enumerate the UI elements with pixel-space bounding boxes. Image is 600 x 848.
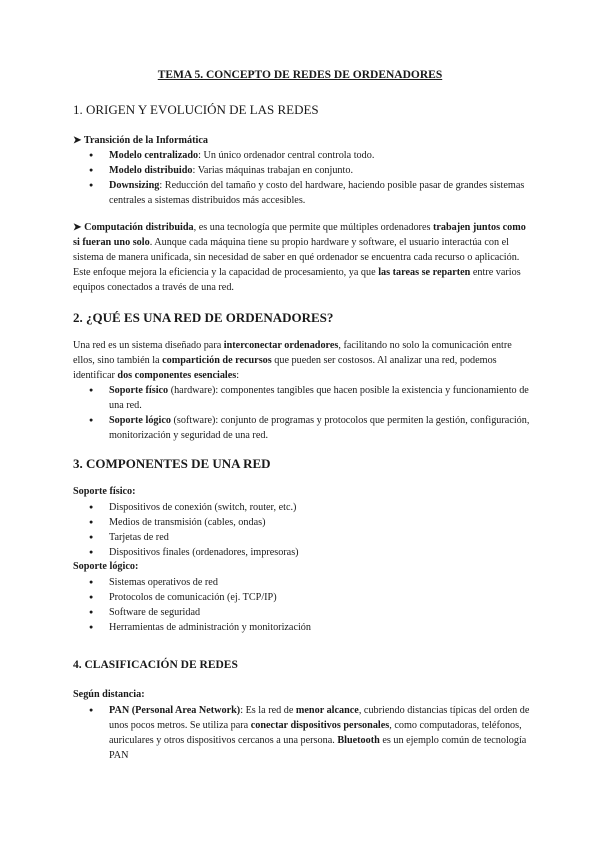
list-item: ● Software de seguridad [73,605,533,620]
list-item-term: Soporte lógico [109,415,171,426]
soporte-fisico-list [73,500,533,560]
section-4-heading: 4. CLASIFICACIÓN DE REDES [73,659,238,671]
list-item-text: : Un único ordenador central controla todo. [198,150,375,161]
list-item-term: Downsizing [109,180,160,191]
list-item [73,413,533,443]
list-item [73,148,533,163]
section-3-heading: 3. COMPONENTES DE UNA RED [73,456,271,471]
section-1-heading: 1. ORIGEN Y EVOLUCIÓN DE LAS REDES [73,102,319,117]
section-1-subheading [73,133,208,148]
section-4-list [73,703,533,763]
list-item [73,163,533,178]
subheading-text: Transición de la Informática [83,135,208,146]
paragraph-text: : Es la red de [240,705,296,716]
paragraph-text: , como computadoras, teléfonos, auriculares y otros dispositivos cercanos a una persona. [109,720,522,746]
bold-term: Bluetooth [337,735,380,746]
bold-term: menor alcance [295,705,359,716]
soporte-fisico-label: Soporte físico: [73,486,136,497]
document-title: TEMA 5. CONCEPTO DE REDES DE ORDENADORES [157,69,443,81]
bold-term: conectar dispositivos personales [250,720,390,731]
paragraph-text: Una red es un sistema diseñado para [73,340,224,351]
list-item: ● Dispositivos finales (ordenadores, impresoras) [73,545,533,560]
list-item-pan [73,703,533,763]
list-item: ● Dispositivos de conexión (switch, router, etc.) [73,500,533,515]
paragraph-text: : [236,370,240,381]
bold-term: interconectar ordenadores [223,340,339,351]
soporte-logico-list [73,575,533,635]
list-item: ● Protocolos de comunicación (ej. TCP/IP) [73,590,533,605]
list-item-text: (hardware): componentes tangibles que hacen posible la existencia y funcionamiento de una red. [109,385,529,411]
list-item [73,178,533,208]
paragraph-text: , facilitando no solo la comunicación entre ellos, sino también la [73,340,512,366]
section-2-list [73,383,533,443]
arrow-icon: ➤ [73,222,82,233]
bold-term: PAN (Personal Area Network) [109,705,241,716]
list-item-term: Modelo distribuido [109,165,193,176]
arrow-icon: ➤ [73,135,82,146]
list-item [73,383,533,413]
list-item: ● Tarjetas de red [73,530,533,545]
list-item-text: (software): conjunto de programas y protocolos que permiten la gestión, configuración, monitorización y seguridad de una red. [109,415,530,441]
list-item: ● Herramientas de administración y monitorización [73,620,533,635]
section-1-list [73,148,533,208]
list-item-text: : Varias máquinas trabajan en conjunto. [192,165,354,176]
paragraph-text: . Aunque cada máquina tiene su propio hardware y software, el usuario interactúa con el sistema de manera unificada, sin necesidad de saber en qué ordenador se encuentra cada recurso o aplicación. Este enfoque mejora la eficiencia y la capacidad de procesamiento, ya que [73,237,520,278]
section-2-heading: 2. ¿QUÉ ES UNA RED DE ORDENADORES? [73,310,334,325]
list-item: ● Sistemas operativos de red [73,575,533,590]
bold-term: Computación distribuida [84,222,194,233]
segun-distancia-label: Según distancia: [73,689,145,700]
paragraph-text: que pueden ser costosos. Al analizar una red, podemos identificar [73,355,497,381]
bold-term: trabajen juntos como si fueran uno solo [73,222,526,248]
bold-term: dos componentes esenciales [117,370,237,381]
list-item-text: : Reducción del tamaño y costo del hardware, haciendo posible pasar de grandes sistemas centrales a sistemas distribuidos más accesibles. [109,180,525,206]
paragraph-text: , es una tecnología que permite que múltiples ordenadores [193,222,433,233]
paragraph-text: entre varios equipos conectados a través de una red. [73,267,521,293]
list-item: ● Medios de transmisión (cables, ondas) [73,515,533,530]
list-item-term: Soporte físico [109,385,169,396]
paragraph-text: , cubriendo distancias típicas del orden de unos pocos metros. Se utiliza para [109,705,530,731]
bold-term: las tareas se reparten [378,267,471,278]
bold-term: compartición de recursos [162,355,272,366]
section-1-paragraph [73,220,528,295]
soporte-logico-label: Soporte lógico: [73,561,139,572]
list-item-term: Modelo centralizado [109,150,199,161]
section-2-paragraph [73,338,528,383]
paragraph-text: es un ejemplo común de tecnología PAN [109,735,527,761]
